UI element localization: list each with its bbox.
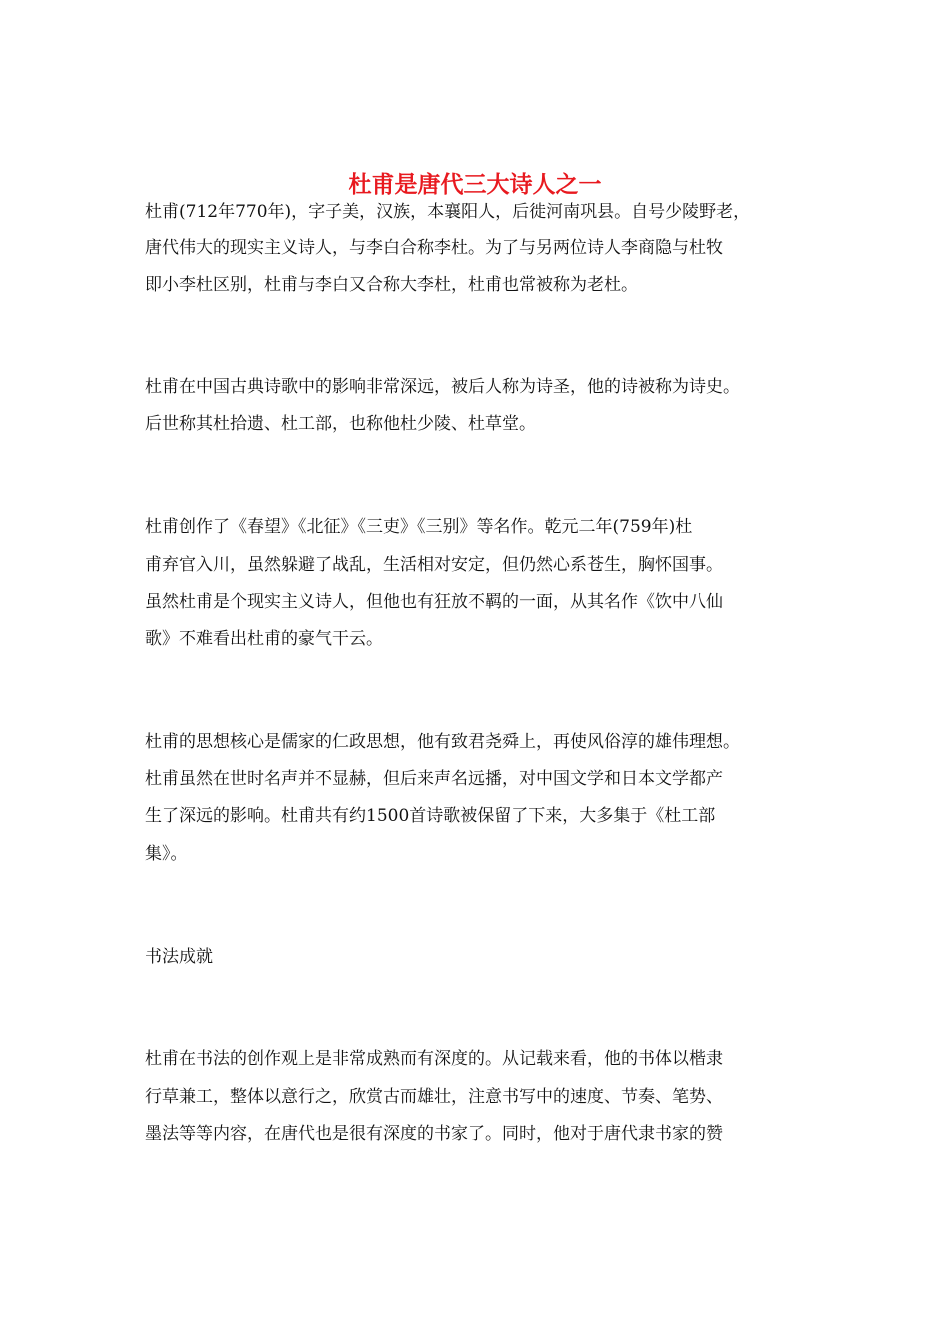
document-title: 杜甫是唐代三大诗人之一 bbox=[348, 171, 602, 199]
text-line-11: 杜甫虽然在世时名声并不显赫，但后来声名远播，对中国文学和日本文学都产 bbox=[145, 769, 723, 789]
section-heading-calligraphy: 书法成就 bbox=[145, 947, 213, 967]
text-line-2: 唐代伟大的现实主义诗人，与李白合称李杜。为了与另两位诗人李商隐与杜牧 bbox=[145, 238, 723, 258]
text-line-4: 杜甫在中国古典诗歌中的影响非常深远，被后人称为诗圣，他的诗被称为诗史。 bbox=[145, 377, 740, 397]
text-line-1: 杜甫(712年770年)，字子美，汉族，本襄阳人，后徙河南巩县。自号少陵野老， bbox=[145, 202, 751, 222]
text-line-5: 后世称其杜拾遗、杜工部，也称他杜少陵、杜草堂。 bbox=[145, 414, 536, 434]
text-line-6: 杜甫创作了《春望》《北征》《三吏》《三别》等名作。乾元二年(759年)杜 bbox=[145, 517, 693, 537]
text-line-15: 行草兼工，整体以意行之，欣赏古而雄壮，注意书写中的速度、节奏、笔势、 bbox=[145, 1087, 723, 1107]
text-line-13: 集》。 bbox=[145, 844, 188, 864]
text-line-3: 即小李杜区别，杜甫与李白又合称大李杜，杜甫也常被称为老杜。 bbox=[145, 275, 638, 295]
text-line-10: 杜甫的思想核心是儒家的仁政思想，他有致君尧舜上，再使风俗淳的雄伟理想。 bbox=[145, 732, 740, 752]
text-line-16: 墨法等等内容，在唐代也是很有深度的书家了。同时，他对于唐代隶书家的赞 bbox=[145, 1124, 723, 1144]
text-line-7: 甫弃官入川，虽然躲避了战乱，生活相对安定，但仍然心系苍生，胸怀国事。 bbox=[145, 555, 723, 575]
text-line-14: 杜甫在书法的创作观上是非常成熟而有深度的。从记载来看，他的书体以楷隶 bbox=[145, 1049, 723, 1069]
text-line-8: 虽然杜甫是个现实主义诗人，但他也有狂放不羁的一面，从其名作《饮中八仙 bbox=[145, 592, 723, 612]
text-line-12: 生了深远的影响。杜甫共有约1500首诗歌被保留了下来，大多集于《杜工部 bbox=[145, 806, 716, 826]
text-line-9: 歌》不难看出杜甫的豪气干云。 bbox=[145, 629, 383, 649]
